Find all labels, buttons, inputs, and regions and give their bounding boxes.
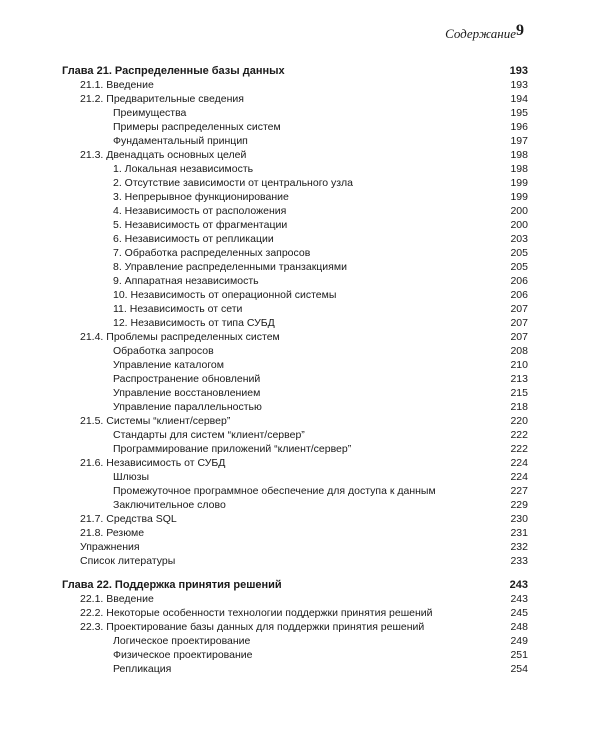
toc-entry-page: 193	[510, 79, 528, 91]
toc-entry-page: 243	[509, 579, 528, 591]
toc-entry-title: 21.4. Проблемы распределенных систем	[80, 331, 280, 343]
toc-entry-page: 199	[510, 177, 528, 189]
toc-entry	[0, 274, 600, 288]
toc-entry	[0, 372, 600, 386]
toc-entry	[0, 358, 600, 372]
toc-entry-title: Преимущества	[113, 107, 187, 119]
toc-entry-title: 21.6. Независимость от СУБД	[80, 457, 226, 469]
toc-entry	[0, 526, 600, 540]
toc-entry-page: 220	[510, 415, 528, 427]
toc-entry	[0, 442, 600, 456]
page-number: 9	[516, 22, 524, 39]
toc-entry-page: 208	[510, 345, 528, 357]
toc-entry-title: 22.3. Проектирование базы данных для поддержки принятия решений	[80, 621, 425, 633]
toc-entry-page: 205	[510, 247, 528, 259]
toc-entry-title: Список литературы	[80, 555, 176, 567]
toc-entry-title: 12. Независимость от типа СУБД	[113, 317, 275, 329]
toc-entry	[0, 204, 600, 218]
toc-entry-page: 224	[510, 457, 528, 469]
toc-entry-page: 193	[509, 65, 528, 77]
toc-entry-page: 231	[510, 527, 528, 539]
toc-entry	[0, 78, 600, 92]
toc-entry-page: 245	[510, 607, 528, 619]
toc-entry	[0, 148, 600, 162]
toc-entry	[0, 414, 600, 428]
toc-entry	[0, 260, 600, 274]
toc-entry-title: 22.1. Введение	[80, 593, 154, 605]
toc-entry-page: 230	[510, 513, 528, 525]
toc-entry-page: 196	[510, 121, 528, 133]
toc-entry	[0, 634, 600, 648]
toc-entry	[0, 106, 600, 120]
toc-entry	[0, 662, 600, 676]
toc-entry	[0, 592, 600, 606]
toc-entry-title: 21.5. Системы “клиент/сервер”	[80, 415, 231, 427]
toc-entry-title: 4. Независимость от расположения	[113, 205, 287, 217]
toc-entry-title: Заключительное слово	[113, 499, 226, 511]
toc-chapter-entry	[0, 64, 600, 78]
toc-entry	[0, 232, 600, 246]
toc-entry	[0, 606, 600, 620]
toc-entry-page: 213	[510, 373, 528, 385]
toc-entry-title: Глава 22. Поддержка принятия решений	[62, 579, 282, 591]
toc-entry	[0, 620, 600, 634]
toc-entry-page: 198	[510, 163, 528, 175]
toc-entry-title: 21.2. Предварительные сведения	[80, 93, 244, 105]
toc-entry-page: 254	[510, 663, 528, 675]
toc-entry	[0, 456, 600, 470]
toc-entry-page: 200	[510, 205, 528, 217]
toc-entry	[0, 92, 600, 106]
toc-entry-title: 2. Отсутствие зависимости от центрального узла	[113, 177, 353, 189]
toc-entry-title: Упражнения	[80, 541, 140, 553]
toc-entry-page: 222	[510, 429, 528, 441]
toc-entry	[0, 648, 600, 662]
toc-entry-title: 1. Локальная независимость	[113, 163, 254, 175]
toc-entry-page: 207	[510, 303, 528, 315]
toc-entry-title: Промежуточное программное обеспечение для доступа к данным	[113, 485, 436, 497]
toc-entry-title: 22.2. Некоторые особенности технологии поддержки принятия решений	[80, 607, 433, 619]
toc-entry-title: 9. Аппаратная независимость	[113, 275, 259, 287]
toc-entry-page: 194	[510, 93, 528, 105]
toc-entry-title: Управление каталогом	[113, 359, 224, 371]
toc-entry-title: Распространение обновлений	[113, 373, 261, 385]
toc-entry-page: 215	[510, 387, 528, 399]
toc-entry-title: Логическое проектирование	[113, 635, 251, 647]
toc-entry-page: 218	[510, 401, 528, 413]
toc-entry-title: Фундаментальный принцип	[113, 135, 248, 147]
toc-entry-page: 195	[510, 107, 528, 119]
toc-entry	[0, 484, 600, 498]
toc-entry	[0, 316, 600, 330]
toc-entry	[0, 162, 600, 176]
toc-entry-page: 207	[510, 317, 528, 329]
toc-entry-title: Программирование приложений “клиент/сервер”	[113, 443, 352, 455]
toc-entry-title: Обработка запросов	[113, 345, 214, 357]
toc-entry-page: 224	[510, 471, 528, 483]
toc-entry	[0, 344, 600, 358]
toc-entry-title: Примеры распределенных систем	[113, 121, 281, 133]
toc-entry-title: Глава 21. Распределенные базы данных	[62, 65, 285, 77]
toc-entry	[0, 330, 600, 344]
toc-entry	[0, 176, 600, 190]
toc-entry-title: 10. Независимость от операционной системы	[113, 289, 337, 301]
toc-entry-title: Управление восстановлением	[113, 387, 261, 399]
toc-entry-page: 249	[510, 635, 528, 647]
toc-entry-page: 205	[510, 261, 528, 273]
toc-entry-title: Шлюзы	[113, 471, 149, 483]
toc-entry	[0, 302, 600, 316]
toc-entry-title: Физическое проектирование	[113, 649, 253, 661]
toc-entry-title: Репликация	[113, 663, 172, 675]
toc-entry-title: 21.3. Двенадцать основных целей	[80, 149, 247, 161]
toc-entry-title: Управление параллельностью	[113, 401, 262, 413]
toc-entry-title: 8. Управление распределенными транзакциями	[113, 261, 347, 273]
toc-entry-page: 251	[510, 649, 528, 661]
toc-entry	[0, 134, 600, 148]
toc-entry-title: 11. Независимость от сети	[113, 303, 243, 315]
toc-entry-title: 6. Независимость от репликации	[113, 233, 274, 245]
toc-chapter-entry	[0, 578, 600, 592]
toc-entry-page: 222	[510, 443, 528, 455]
toc-entry	[0, 428, 600, 442]
toc-entry-page: 210	[510, 359, 528, 371]
toc-entry-page: 243	[510, 593, 528, 605]
toc-entry	[0, 246, 600, 260]
toc-entry	[0, 190, 600, 204]
toc-entry	[0, 512, 600, 526]
toc-entry-page: 232	[510, 541, 528, 553]
toc-entry-title: 21.1. Введение	[80, 79, 154, 91]
toc-entry	[0, 120, 600, 134]
toc-entry	[0, 218, 600, 232]
toc-entry-title: Стандарты для систем “клиент/сервер”	[113, 429, 305, 441]
toc-entry	[0, 386, 600, 400]
toc-entry-page: 229	[510, 499, 528, 511]
toc-entry-title: 21.7. Средства SQL	[80, 513, 177, 525]
toc-entry-page: 203	[510, 233, 528, 245]
running-title: Содержание	[445, 26, 516, 41]
toc-entry-page: 248	[510, 621, 528, 633]
toc-entry-page: 206	[510, 289, 528, 301]
toc-entry	[0, 554, 600, 568]
toc-entry	[0, 288, 600, 302]
toc-entry-title: 7. Обработка распределенных запросов	[113, 247, 311, 259]
toc-entry-title: 5. Независимость от фрагментации	[113, 219, 288, 231]
toc-entry-page: 198	[510, 149, 528, 161]
toc-entry-page: 197	[510, 135, 528, 147]
toc-entry-title: 3. Непрерывное функционирование	[113, 191, 289, 203]
toc-entry-page: 233	[510, 555, 528, 567]
toc-entry-page: 206	[510, 275, 528, 287]
toc-entry	[0, 470, 600, 484]
toc-entry-page: 227	[510, 485, 528, 497]
toc-entry-page: 207	[510, 331, 528, 343]
toc-entry	[0, 498, 600, 512]
toc-entry-page: 199	[510, 191, 528, 203]
toc-entry	[0, 400, 600, 414]
toc-entry-title: 21.8. Резюме	[80, 527, 145, 539]
toc-entry	[0, 540, 600, 554]
toc-entry-page: 200	[510, 219, 528, 231]
